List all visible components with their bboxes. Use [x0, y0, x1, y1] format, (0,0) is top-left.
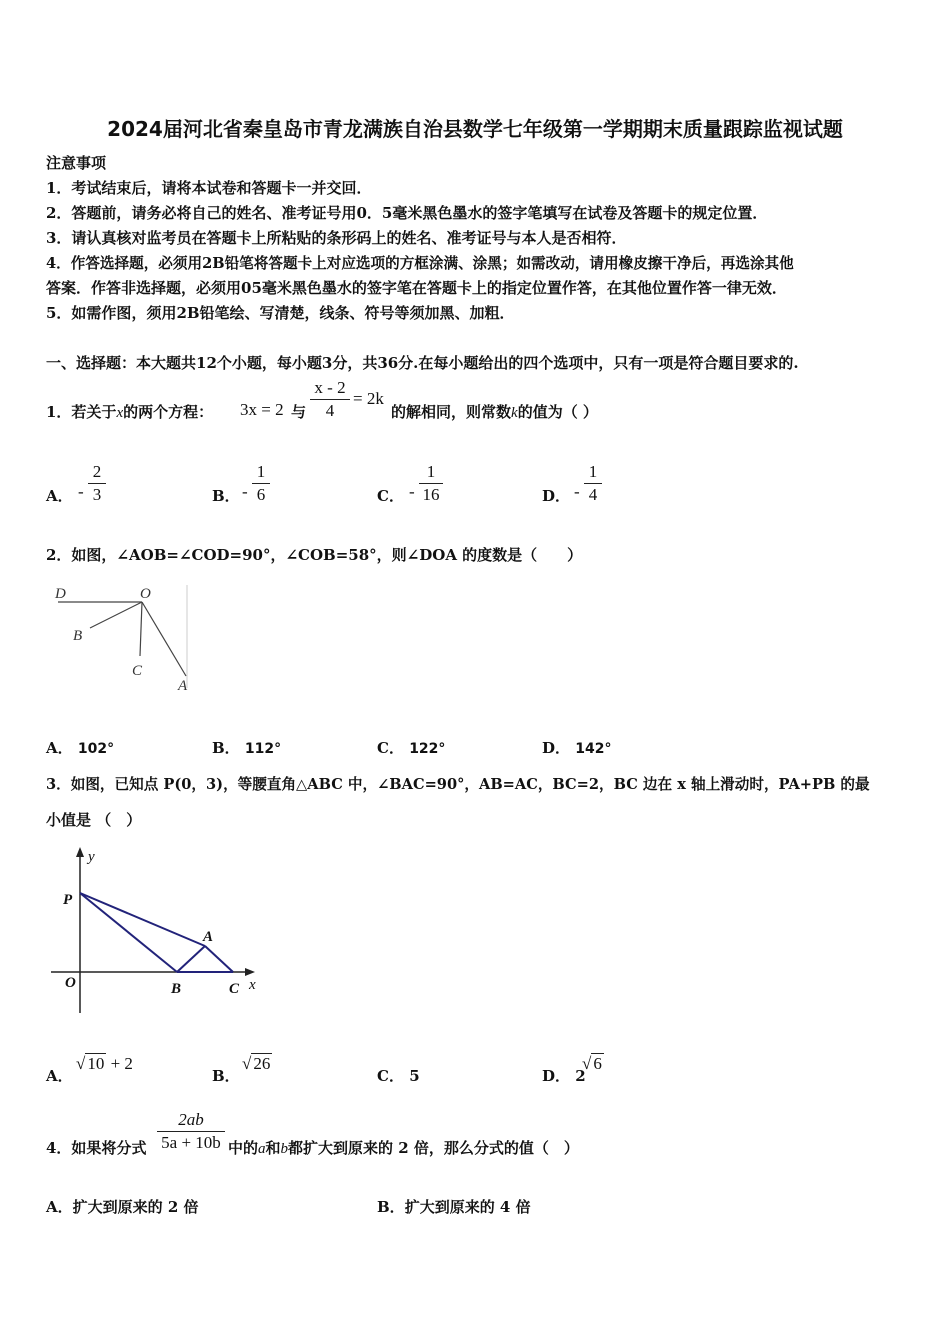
q3-stem-line2: 小值是 （ ）	[46, 811, 142, 829]
q2-option-c[interactable]: C． 122°	[377, 739, 446, 757]
q3-label-o: O	[65, 975, 76, 991]
q2-label-b: B	[73, 628, 83, 644]
q3-x-arrow	[245, 968, 255, 976]
q2-ray-oa	[142, 602, 186, 676]
notice-line: 4．作答选择题，必须用2B铅笔将答题卡上对应选项的方框涂满、涂黑；如需改动，请用橡皮擦干净后，再选涂其他	[46, 255, 794, 272]
q1-stem-end: 的解相同，则常数k的值为（ ）	[391, 403, 598, 421]
q3-option-a[interactable]: A．	[46, 1067, 73, 1085]
q2-option-a[interactable]: A． 102°	[46, 739, 115, 757]
q2-option-b[interactable]: B． 112°	[212, 739, 282, 757]
q4-fraction: 2ab 5a + 10b	[157, 1110, 225, 1153]
q3-segment-pa	[80, 893, 205, 946]
q3-label-c: C	[229, 981, 240, 997]
section-heading: 一、选择题：本大题共12个小题，每小题3分，共36分.在每小题给出的四个选项中，只有一项是符合题目要求的.	[46, 354, 799, 372]
q3-coordinate-figure	[45, 845, 270, 1020]
q3-option-b[interactable]: B．	[212, 1067, 240, 1085]
q3-label-b: B	[171, 981, 182, 997]
q2-angle-figure	[50, 580, 195, 695]
q3-label-a: A	[203, 929, 214, 945]
q1-option-d-fraction: 1 4	[584, 462, 602, 505]
q2-option-d[interactable]: D． 142°	[542, 739, 612, 757]
notice-heading: 注意事项	[46, 154, 107, 172]
q1-fraction: x - 2 4	[310, 378, 350, 421]
notice-line: 5．如需作图，须用2B铅笔绘、写清楚，线条、符号等须加黑、加粗．	[46, 304, 515, 322]
q1-option-a-fraction: 2 3	[88, 462, 106, 505]
notice-line: 答案．作答非选择题，必须用05毫米黑色墨水的签字笔在答题卡上的指定位置作答，在其他位置作答一律无效．	[46, 279, 787, 297]
q2-label-a: A	[178, 678, 188, 694]
q1-option-c-sign: -	[409, 482, 415, 501]
q2-label-d: D	[55, 586, 66, 602]
q1-option-c[interactable]: C．	[377, 487, 404, 505]
q3-option-d-value: √ 6	[582, 1054, 602, 1073]
page-title: 2024届河北省秦皇岛市青龙满族自治县数学七年级第一学期期末质量跟踪监视试题	[107, 117, 843, 141]
q3-label-x: x	[249, 977, 256, 993]
q1-eq1: 3x = 2	[240, 400, 284, 419]
q3-stem-line1: 3．如图，已知点 P(0，3)，等腰直角△ABC 中，∠BAC=90°，AB=AC，BC=2，BC 边在 x 轴上滑动时，PA+PB 的最	[46, 776, 870, 793]
q2-ray-ob	[90, 602, 142, 628]
q1-option-a-sign: -	[78, 482, 84, 501]
q3-label-p: P	[63, 892, 73, 908]
notice-line: 3．请认真核对监考员在答题卡上所粘贴的条形码上的姓名、准考证号与本人是否相符．	[46, 229, 627, 247]
q1-option-d[interactable]: D．	[542, 487, 571, 505]
q1-option-b-fraction: 1 6	[252, 462, 270, 505]
notice-line: 1．考试结束后，请将本试卷和答题卡一并交回．	[46, 179, 372, 197]
q1-option-a[interactable]: A．	[46, 487, 73, 505]
q3-segment-ac	[205, 946, 233, 972]
q1-option-b[interactable]: B．	[212, 487, 240, 505]
q3-label-y: y	[88, 849, 95, 865]
q2-label-c: C	[132, 663, 143, 679]
q3-option-b-value: √ 26	[242, 1054, 271, 1073]
q4-option-a[interactable]: A．扩大到原来的 2 倍	[46, 1198, 199, 1216]
q3-segment-ab	[177, 946, 205, 972]
q1-option-c-fraction: 1 16	[419, 462, 443, 505]
q3-y-arrow	[76, 847, 84, 857]
q1-with: 与	[291, 403, 307, 421]
q4-option-b[interactable]: B．扩大到原来的 4 倍	[377, 1198, 531, 1216]
q1-stem: 1．若关于x的两个方程：	[46, 403, 214, 421]
q3-option-c[interactable]: C． 5	[377, 1067, 420, 1085]
q2-stem: 2．如图，∠AOB=∠COD=90°，∠COB=58°，则∠DOA 的度数是（ ）	[46, 546, 583, 564]
q3-segment-pb	[80, 893, 177, 972]
q4-prefix: 4．如果将分式	[46, 1139, 147, 1157]
q2-ray-oc	[140, 602, 142, 656]
q1-option-b-sign: -	[242, 482, 248, 501]
q1-eq2-rhs: = 2k	[353, 389, 384, 408]
q2-label-o: O	[140, 586, 151, 602]
q4-stem: 中的a和b都扩大到原来的 2 倍，那么分式的值（ ）	[228, 1139, 579, 1157]
notice-line: 2．答题前，请务必将自己的姓名、准考证号用0．5毫米黑色墨水的签字笔填写在试卷及答题卡的规定位置．	[46, 204, 768, 222]
q1-option-d-sign: -	[574, 482, 580, 501]
q3-option-a-value: √ 10 + 2	[76, 1054, 133, 1073]
q3-option-d[interactable]: D． 2	[542, 1067, 586, 1085]
